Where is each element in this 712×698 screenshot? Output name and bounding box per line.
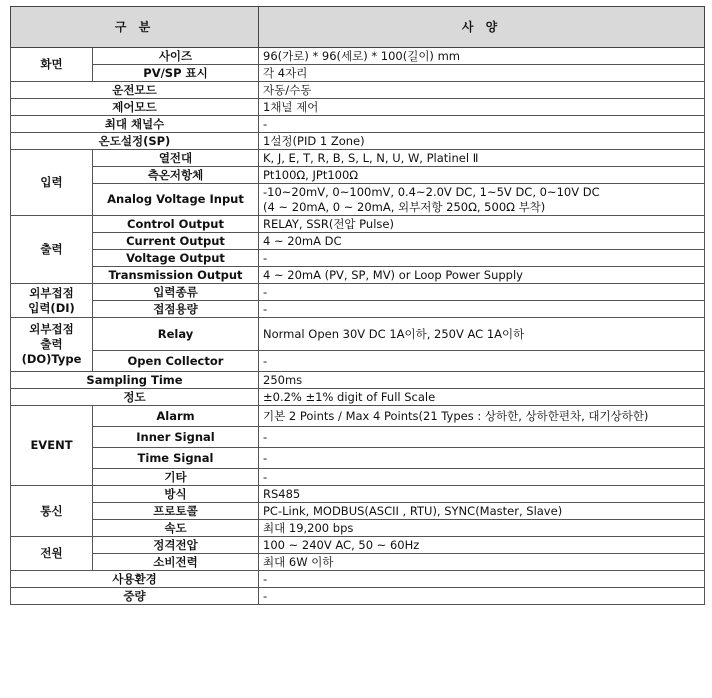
table-row (11, 448, 705, 469)
table-row (11, 267, 705, 284)
table-row (11, 301, 705, 318)
group-display: 화면 (11, 48, 93, 82)
table-row (11, 150, 705, 167)
item-label: Open Collector (93, 351, 259, 372)
item-value: ±0.2% ±1% digit of Full Scale (259, 389, 705, 406)
item-label: 정격전압 (93, 537, 259, 554)
item-value (259, 184, 705, 216)
item-value: Normal Open 30V DC 1A이하, 250V AC 1A이하 (259, 318, 705, 351)
item-value: 기본 2 Points / Max 4 Points(21 Types : 상하한, 상하한편차, 대기상하한) (259, 406, 705, 427)
value-line: -10~20mV, 0~100mV, 0.4~2.0V DC, 1~5V DC, 0~10V DC (263, 184, 600, 199)
item-value: - (259, 351, 705, 372)
item-label: 사이즈 (93, 48, 259, 65)
item-label: 속도 (93, 520, 259, 537)
table-row (11, 216, 705, 233)
item-value: - (259, 284, 705, 301)
item-value: 1설정(PID 1 Zone) (259, 133, 705, 150)
item-value: - (259, 301, 705, 318)
item-label: 제어모드 (11, 99, 259, 116)
group-line: 입력(DI) (28, 300, 75, 315)
item-label: 최대 채널수 (11, 116, 259, 133)
item-label: 프로토콜 (93, 503, 259, 520)
group-do (11, 318, 93, 372)
table-row (11, 318, 705, 351)
item-value: K, J, E, T, R, B, S, L, N, U, W, Platinel Ⅱ (259, 150, 705, 167)
item-value: - (259, 469, 705, 486)
table-row (11, 554, 705, 571)
group-line: 출력 (40, 337, 63, 351)
item-value: RELAY, SSR(전압 Pulse) (259, 216, 705, 233)
table-row (11, 406, 705, 427)
item-label: 측온저항체 (93, 167, 259, 184)
table-row (11, 167, 705, 184)
item-value: 최대 19,200 bps (259, 520, 705, 537)
item-value: 1채널 제어 (259, 99, 705, 116)
item-label: 정도 (11, 389, 259, 406)
table-row (11, 389, 705, 406)
item-value: 4 ~ 20mA (PV, SP, MV) or Loop Power Supply (259, 267, 705, 284)
item-value: Pt100Ω, JPt100Ω (259, 167, 705, 184)
item-label: Alarm (93, 406, 259, 427)
item-label: 사용환경 (11, 571, 259, 588)
table-row (11, 48, 705, 65)
table-row (11, 65, 705, 82)
item-value: - (259, 250, 705, 267)
item-value: - (259, 448, 705, 469)
table-row (11, 99, 705, 116)
header-row (11, 7, 705, 48)
item-value: 각 4자리 (259, 65, 705, 82)
table-row (11, 427, 705, 448)
table-row (11, 372, 705, 389)
item-value: 자동/수동 (259, 82, 705, 99)
group-event: EVENT (11, 406, 93, 486)
item-label: Transmission Output (93, 267, 259, 284)
spec-table (10, 6, 705, 605)
group-di (11, 284, 93, 318)
table-row (11, 537, 705, 554)
item-value: - (259, 116, 705, 133)
table-row (11, 133, 705, 150)
item-value: - (259, 571, 705, 588)
table-row (11, 351, 705, 372)
header-category: 구 분 (11, 7, 259, 48)
table-row (11, 520, 705, 537)
group-output: 출력 (11, 216, 93, 284)
item-label: Current Output (93, 233, 259, 250)
item-label: Relay (93, 318, 259, 351)
item-value: 100 ~ 240V AC, 50 ~ 60Hz (259, 537, 705, 554)
group-power: 전원 (11, 537, 93, 571)
item-label: 방식 (93, 486, 259, 503)
item-value: 최대 6W 이하 (259, 554, 705, 571)
header-spec: 사 양 (259, 7, 705, 48)
item-value: RS485 (259, 486, 705, 503)
item-value: 96(가로) * 96(세로) * 100(길이) mm (259, 48, 705, 65)
item-label: 열전대 (93, 150, 259, 167)
item-label: Inner Signal (93, 427, 259, 448)
item-label: 온도설정(SP) (11, 133, 259, 150)
table-row (11, 116, 705, 133)
table-row (11, 469, 705, 486)
item-label: 기타 (93, 469, 259, 486)
item-label: 소비전력 (93, 554, 259, 571)
item-label: Voltage Output (93, 250, 259, 267)
table-row (11, 503, 705, 520)
group-comm: 통신 (11, 486, 93, 537)
table-row (11, 82, 705, 99)
group-line: 외부접점 (29, 285, 74, 300)
item-value: PC-Link, MODBUS(ASCII , RTU), SYNC(Master, Slave) (259, 503, 705, 520)
item-value: 250ms (259, 372, 705, 389)
item-label: PV/SP 표시 (93, 65, 259, 82)
table-row (11, 486, 705, 503)
item-label: 운전모드 (11, 82, 259, 99)
item-value: - (259, 427, 705, 448)
item-label: Sampling Time (11, 372, 259, 389)
group-line: (DO)Type (21, 352, 82, 366)
table-row (11, 571, 705, 588)
item-label: 중량 (11, 588, 259, 605)
group-line: 외부접점 (29, 322, 74, 336)
item-label: 입력종류 (93, 284, 259, 301)
item-label: Control Output (93, 216, 259, 233)
item-label: Analog Voltage Input (93, 184, 259, 216)
group-input: 입력 (11, 150, 93, 216)
table-row (11, 588, 705, 605)
table-row (11, 250, 705, 267)
item-value: 4 ~ 20mA DC (259, 233, 705, 250)
table-row (11, 284, 705, 301)
item-value: - (259, 588, 705, 605)
table-row (11, 233, 705, 250)
table-row (11, 184, 705, 216)
item-label: Time Signal (93, 448, 259, 469)
item-label: 접점용량 (93, 301, 259, 318)
value-line: (4 ~ 20mA, 0 ~ 20mA, 외부저항 250Ω, 500Ω 부착) (263, 199, 546, 214)
